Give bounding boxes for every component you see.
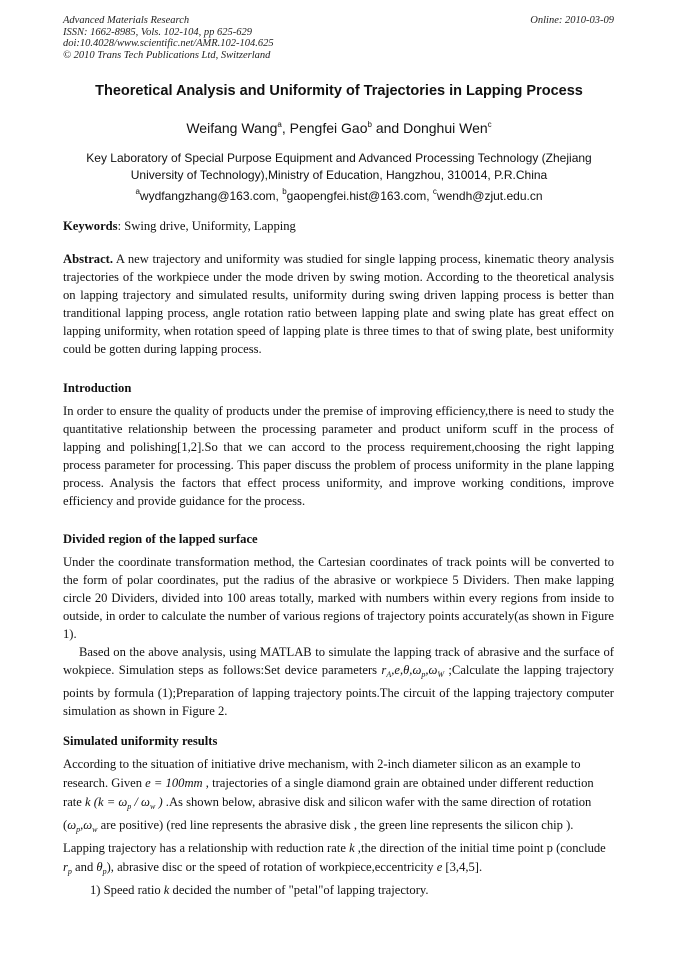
paragraph-text: According to the situation of initiative drive mechanism, with 2-inch diameter silicon as an example to research. Given [63,757,581,790]
formula-subscript: p [127,802,132,811]
section-heading-divided-region: Divided region of the lapped surface [63,532,258,546]
paragraph-text: ), abrasive disc or the speed of rotation of workpiece,eccentricity [106,860,437,874]
formula-part: ,ω [425,663,438,677]
divided-region-paragraph-1: Under the coordinate transformation method, the Cartesian coordinates of track points will be converted to the form of polar coordinates, put the radius of the abrasive or workpiece 5 Dividers. Then make lapping circle 20 Dividers, divided into 100 areas totally, marked with numbers within every regions from inside to outside, in order to calculate the number of various regions of trajectory points accurately(as shown in Figure 1). [63,555,614,641]
equation: e = 100mm [145,776,203,790]
journal-header [63,15,274,61]
issn-line: ISSN: 1662-8985, Vols. 102-104, pp 625-629 [63,26,252,38]
section-heading-introduction: Introduction [63,381,132,395]
author-3: Donghui Wen [403,120,488,136]
abstract [63,250,614,358]
equation [67,818,97,832]
email-a-sup: a [135,187,140,196]
paragraph-text: [3,4,5]. [442,860,483,874]
author-3-sup: c [487,120,492,129]
formula-subscript: W [437,670,445,679]
author-separator: and [371,120,404,136]
affiliation: Key Laboratory of Special Purpose Equipment and Advanced Processing Technology (Zhejiang University of Technology),Ministry of Education, Hangzhou, 310014, P.R.China [86,151,592,182]
online-date: Online: 2010-03-09 [530,15,614,26]
formula-part: ) [155,795,163,809]
author-list [30,115,648,138]
abstract-text: A new trajectory and uniformity was studied for single lapping process, kinematic theory analysis trajectories of the workpiece under the mode driven by swing motion. According to the theoretical analysis on lapping trajectory and simulated results, uniformity during swing driven lapping process is better than tranditional lapping process, angle rotation ratio between lapping plate and swing plate has great effect on lapping uniformity, when rotation speed of lapping plate is three times to that of swing plate, best uniformity could be gotten during lapping process. [63,252,614,356]
equation [96,860,106,874]
formula-part: k (k = ω [85,795,128,809]
equation: k [163,883,170,897]
formula-subscript: w [92,825,98,834]
divided-region-paragraph-2 [63,643,614,720]
list-item-1 [90,881,429,899]
formula-subscript: p [421,670,426,679]
email-c: wendh@zjut.edu.cn [436,189,543,203]
formula-subscript: p [67,867,72,876]
formula-subscript: p [102,867,107,876]
email-a: wydfangzhang@163.com, [139,189,283,203]
formula-part: ω [67,818,77,832]
paragraph-text: , trajectories of a single diamond grain are obtained under different reduction rate [63,776,594,809]
paragraph-text: and [71,860,97,874]
doi-line: doi:10.4028/www.scientific.net/AMR.102-104.625 [63,38,274,49]
formula-part: r [63,860,68,874]
introduction-paragraph: In order to ensure the quality of products under the premise of improving efficiency,there is need to study the quantitative relationship between the processing parameter and product uniform scuff in the process of lapping and polishing[1,2].So that we can accord to the process requirement,choosing the right lapping process parameter for processing. This paper discuss the problem of process uniformity in the plane lapping process. Analysis the factors that effect process uniformity, and improve working conditions, improve efficiency and provide guidance for the process. [63,404,614,508]
simulated-uniformity-paragraph [63,755,614,881]
equation [63,860,72,874]
paragraph-text: Based on the above analysis, using MATLAB to simulate the lapping track of abrasive and the surface of wokpiece. Simulation steps as follows:Set device parameters [63,645,614,677]
formula-subscript: A [386,670,392,679]
abstract-label: Abstract. [63,252,114,266]
email-b: gaopengfei.hist@163.com, [286,189,433,203]
formula-part: / ω [131,795,150,809]
author-1: Weifang Wang [186,120,278,136]
author-2-sup: b [367,120,372,129]
email-b-sup: b [282,187,287,196]
formula-part: ,ω [80,818,93,832]
paragraph-text: ,the direction of the initial time point p (conclude [354,841,606,855]
author-1-sup: a [277,120,282,129]
formula-part: ,e,θ,ω [391,663,422,677]
equation [85,795,163,809]
keywords-text: : Swing drive, Uniformity, Lapping [117,219,296,233]
paper-title: Theoretical Analysis and Uniformity of Trajectories in Lapping Process [95,83,583,99]
equation: k [349,841,355,855]
journal-name: Advanced Materials Research [63,15,190,26]
keywords-label: Keywords [63,219,118,233]
paragraph-text: .As shown below, abrasive disk and silicon wafer with the same direction of rotation ( [63,795,592,832]
list-item-text: decided the number of "petal"of lapping trajectory. [169,883,429,897]
formula-part: r [381,663,387,677]
email-c-sup: c [432,187,437,196]
paragraph-text: ;Calculate the lapping trajectory points by formula (1);Preparation of lapping trajectory points.The circuit of the lapping trajectory computer simulation as shown in Figure 2. [63,663,614,718]
list-item-text: 1) Speed ratio [90,883,164,897]
keywords [63,217,614,235]
section-heading-simulated-uniformity: Simulated uniformity results [63,734,218,748]
parameter-formula [381,663,444,677]
author-2: Pengfei Gao [289,120,368,136]
paragraph-text: are positive) (red line represents the abrasive disk , the green line represents the silicon chip ). Lapping trajectory has a relationship with reduction rate [63,818,574,855]
formula-subscript: p [76,825,81,834]
author-separator: , [281,120,290,136]
copyright-line: © 2010 Trans Tech Publications Ltd, Switzerland [63,49,271,61]
equation: e [436,860,443,874]
formula-subscript: w [149,802,156,811]
email-list [30,184,648,204]
formula-part: θ [96,860,103,874]
